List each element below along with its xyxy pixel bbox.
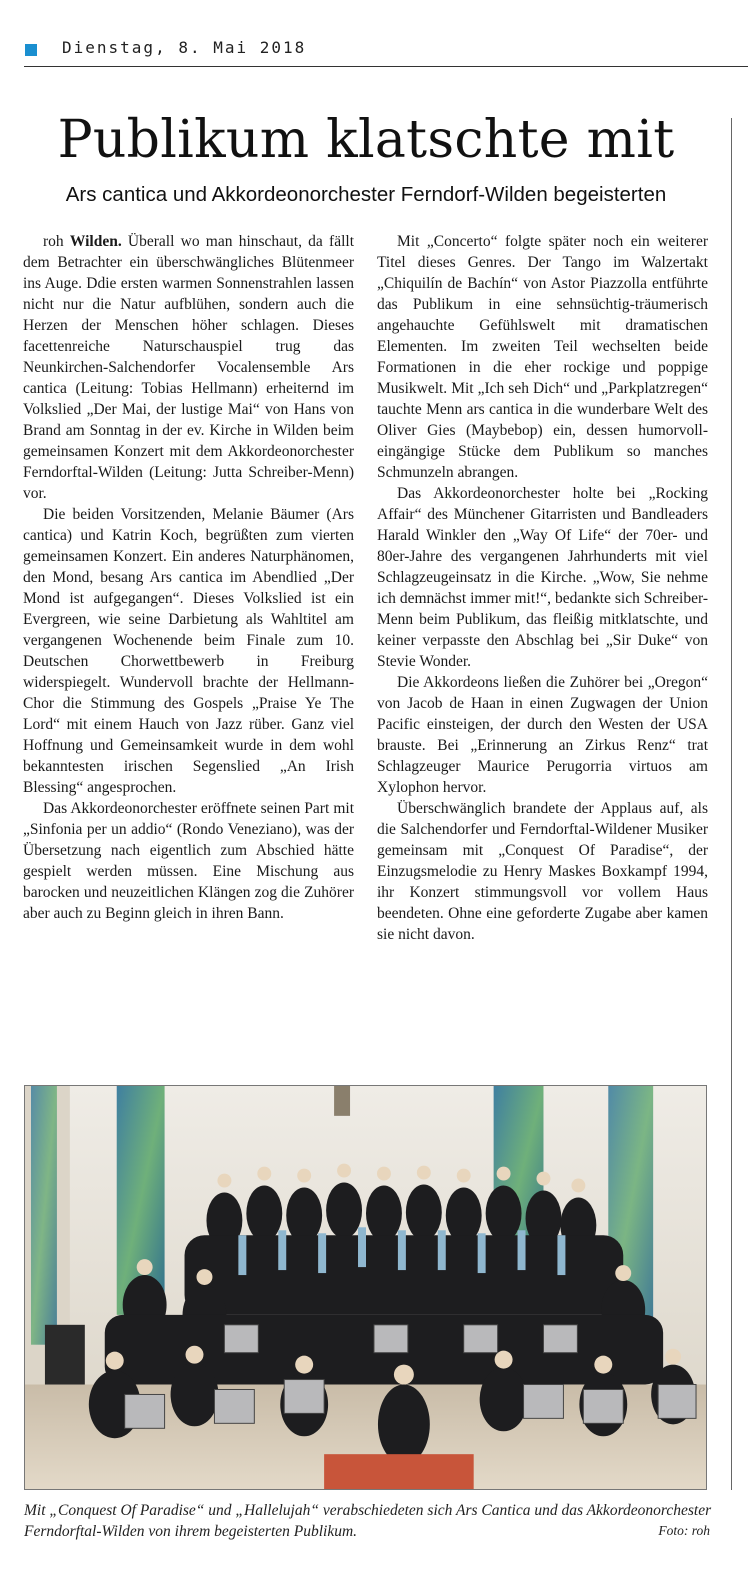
article-location: Wilden. [69,233,122,250]
article-dateline: roh [43,233,64,250]
photo-credit: Foto: roh [658,1523,710,1538]
article-paragraph: Die Akkordeons ließen die Zuhörer bei „Oregon“ von Jacob de Haan in einen Zugwagen der Union Pacific einsteigen, der durch den Westen der USA brauste. Bei „Erinnerung an Zirkus Renz“ trat Schlagzeuger Maurice Perugorria virtuos am Xylophon hervor. [377,674,708,796]
concert-photo [24,1085,707,1490]
photo-caption: Mit „Conquest Of Paradise“ und „Hallelujah“ verabschiedeten sich Ars Cantica und das Akkordeonorchester Ferndorftal-Wilden von ihrem begeisterten Publikum. [24,1502,712,1540]
subheadline: Ars cantica und Akkordeonorchester Ferndorf-Wilden begeisterten [65,183,667,206]
article-paragraph: Überschwänglich brandete der Applaus auf, als die Salchendorfer und Ferndorftal-Wildener Musiker gemeinsam mit „Conquest Of Paradise“, der Einzugsmelodie zu Henry Maskes Boxkampf 1994, ihr Konzert stimmungsvoll vor vollem Haus beendeten. Ohne eine geforderte Zugabe aber kamen sie nicht davon. [377,800,708,943]
article-paragraph: Die beiden Vorsitzenden, Melanie Bäumer (Ars cantica) und Katrin Koch, begrüßten zum vierten gemeinsamen Konzert. Ein anderes Naturphänomen, den Mond, besang Ars cantica im Abendlied „Der Mond ist aufgegangen“. Dieses Volkslied ist ein Evergreen, wie seine Darbietung als Wahltitel am vergangenen Wochenende beim Finale zum 10. Deutschen Chorwettbewerb in Freiburg widerspiegelt. Wundervoll brachte der Hellmann-Chor die Stimmung des Gospels „Praise Ye The Lord“ mit einem Hauch von Jazz rüber. Ganz viel Hoffnung und Gemeinsamkeit wurde in dem wohl bekanntesten irischen Segenslied „An Irish Blessing“ angesprochen. [23,506,354,796]
article-paragraph: Das Akkordeonorchester holte bei „Rocking Affair“ des Münchener Gitarristen und Bandleaders Harald Winkler den „Way Of Life“ der 70er- und 80er-Jahre des vergangenen Jahrhunderts mit viel Schlagzeugeinsatz in die Kirche. „Wow, Sie nehme ich demnächst immer mit!“, bedankte sich Schreiber-Menn beim Publikum, das fleißig mitklatschte, und keiner verpasste den Abschlag bei „Sir Duke“ von Stevie Wonder. [377,485,708,670]
section-marker-square [25,44,37,56]
dateline-bar [24,36,748,67]
article-paragraph [23,231,354,504]
article-column-1 [23,231,354,924]
headline: Publikum klatschte mit [57,110,675,170]
article-paragraph: Das Akkordeonorchester eröffnete seinen Part mit „Sinfonia per un addio“ (Rondo Veneziano), was der Übersetzung nach eigentlich zum Abschied hätte gespielt werden müssen. Eine Mischung aus barocken und neuzeitlichen Klängen zog die Zuhörer aber auch zu Beginn gleich in ihren Bann. [23,800,354,922]
concert-photo-illustration [25,1086,706,1489]
article-paragraph: Mit „Concerto“ folgte später noch ein weiterer Titel dieses Genres. Der Tango im Walzertakt „Chiquilín de Bachín“ von Astor Piazzolla entführte das Publikum in eine sehnsüchtig-träumerisch angehauchte Gefühlswelt mit dramatischen Elementen. Im zweiten Teil wechselten beide Formationen in die eher rockige und poppige Musikwelt. Mit „Ich seh Dich“ und „Parkplatzregen“ tauchte Menn ars cantica in die wunderbare Welt des Oliver Gies (Maybebop) ein, dessen humorvoll-eingängige Stücke dem Publikum so manches Schmunzeln abrangen. [377,233,708,481]
publication-date: Dienstag, 8. Mai 2018 [62,38,307,57]
article-column-2 [377,231,708,945]
column-rule [731,118,732,1490]
article-text: Überall wo man hinschaut, da fällt dem Betrachter ein überschwängliches Blütenmeer ins Auge. Ddie ersten warmen Sonnenstrahlen lassen nicht nur die Natur aufblühen, sondern auch die Herzen der Menschen höher schlagen. Dieses facettenreiche Naturschauspiel trug das Neunkirchen-Salchendorfer Vocalensemble Ars cantica (Leitung: Tobias Hellmann) erheiternd im Volkslied „Der Mai, der lustige Mai“ von Hans von Brand am Sonntag in der ev. Kirche in Wilden beim gemeinsamen Konzert mit dem Akkordeonorchester Ferndorftal-Wilden (Leitung: Jutta Schreiber-Menn) vor. [23,233,354,502]
